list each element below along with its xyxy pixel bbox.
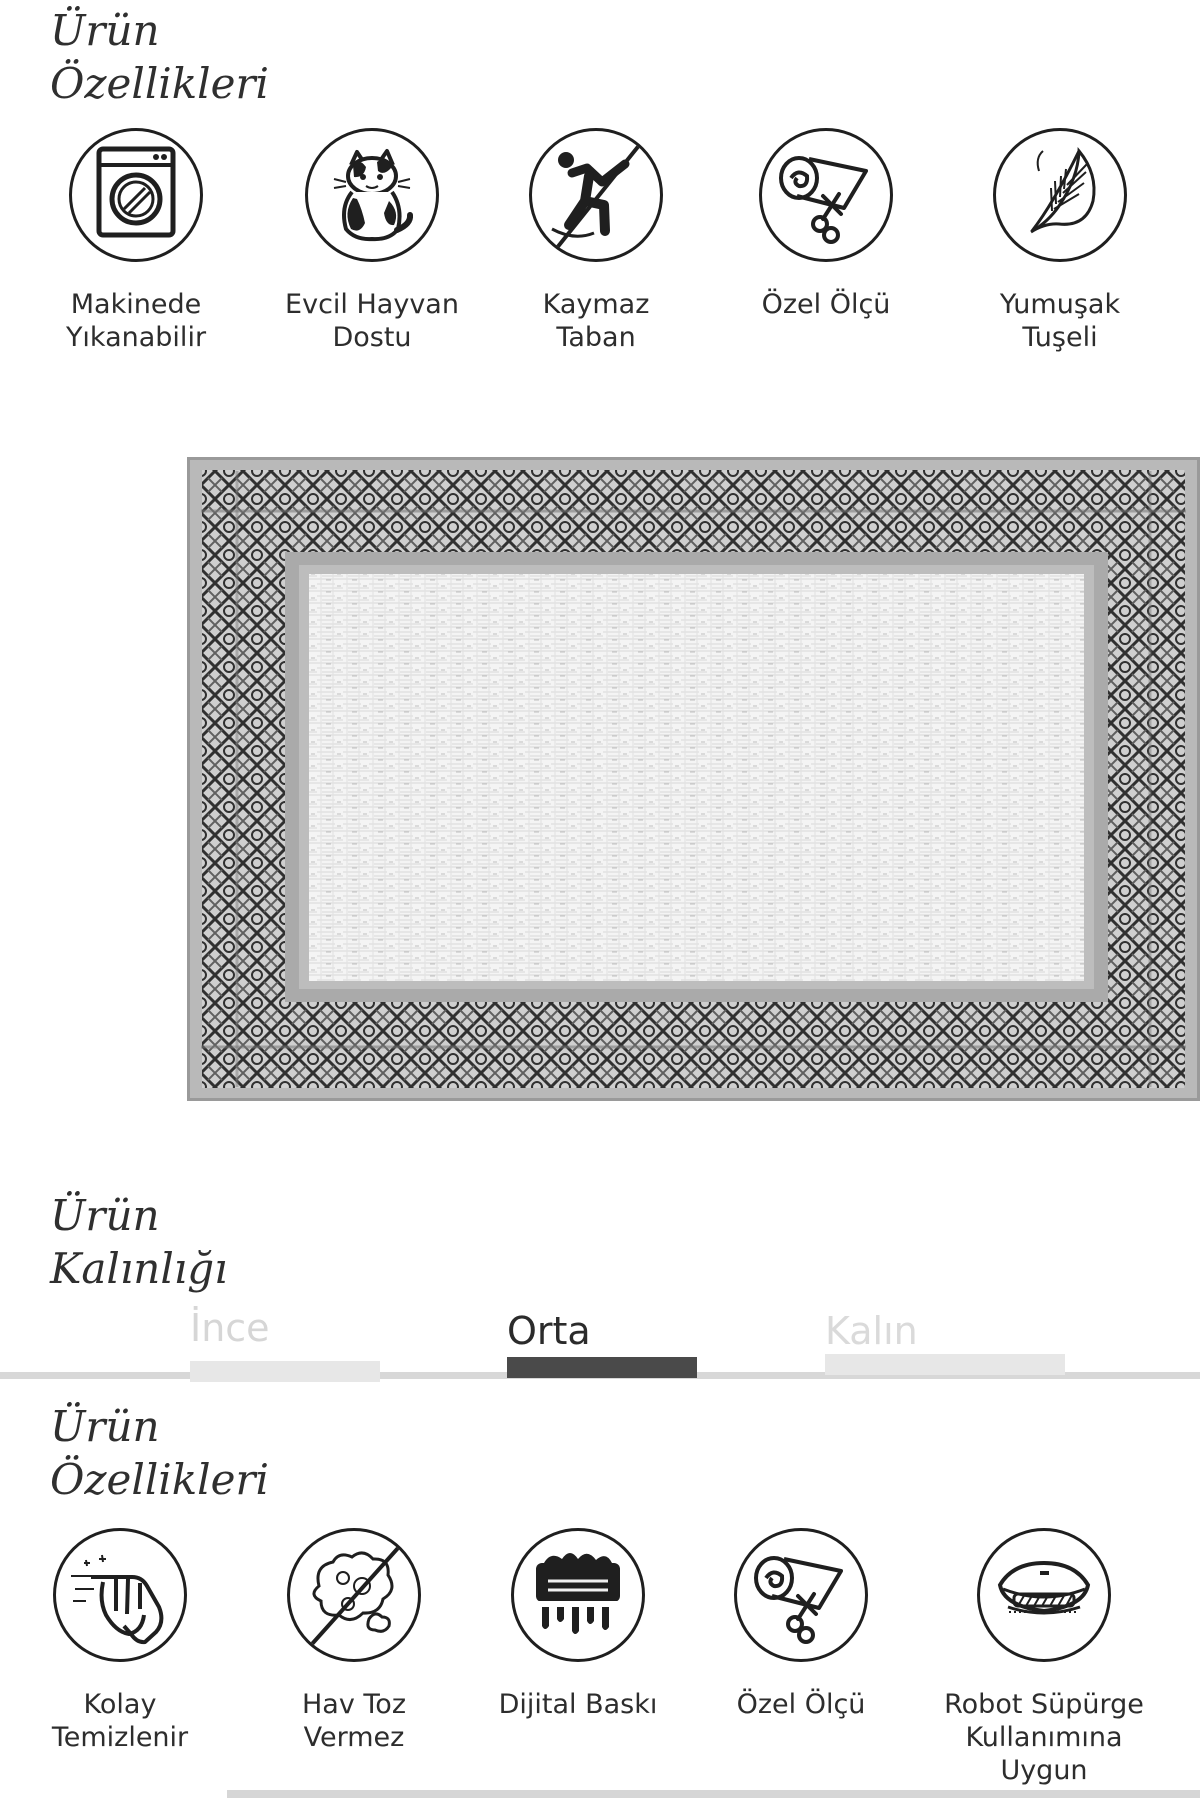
feature-label-non-slip: Kaymaz Taban: [542, 289, 650, 353]
hand-cleaning-icon: [53, 1528, 187, 1662]
feature-no-lint: [254, 1528, 454, 1754]
thickness-bar-medium-selected: [507, 1357, 697, 1378]
thickness-option-thick[interactable]: Kalın: [825, 1309, 918, 1353]
feature-label-digital-print: Dijital Baskı: [498, 1689, 658, 1720]
features-top-title: Ürün Özellikleri: [50, 6, 269, 108]
footer-divider: [227, 1790, 1200, 1798]
feature-pet-friendly: [272, 128, 472, 354]
thickness-option-thin[interactable]: İnce: [190, 1306, 270, 1350]
cat-icon: [305, 128, 439, 262]
feature-digital-print: [478, 1528, 678, 1721]
feature-label-pet-friendly: Evcil Hayvan Dostu: [285, 289, 459, 353]
rug-image: [187, 457, 1200, 1101]
thickness-title: Ürün Kalınlığı: [50, 1191, 228, 1293]
feature-easy-cleaning: [20, 1528, 220, 1754]
feature-label-no-lint: Hav Toz Vermez: [301, 1689, 406, 1753]
thickness-bar-thin: [190, 1361, 380, 1382]
washing-machine-icon: [69, 128, 203, 262]
feature-label-custom-size-top: Özel Ölçü: [761, 289, 891, 320]
feature-non-slip: [496, 128, 696, 354]
feature-machine-washable: [36, 128, 236, 354]
feature-label-machine-washable: Makinede Yıkanabilir: [65, 289, 207, 353]
feature-label-robot-vacuum: Robot Süpürge Kullanımına Uygun: [944, 1689, 1144, 1786]
roll-scissors-icon: [734, 1528, 868, 1662]
feature-label-easy-cleaning: Kolay Temizlenir: [51, 1689, 189, 1753]
feature-custom-size-bottom: [701, 1528, 901, 1721]
feature-robot-vacuum: [944, 1528, 1144, 1787]
feature-label-soft-touch: Yumuşak Tuşeli: [999, 289, 1121, 353]
roll-scissors-icon: [759, 128, 893, 262]
thickness-bar-thick: [825, 1354, 1065, 1375]
features-bottom-title: Ürün Özellikleri: [50, 1402, 269, 1504]
no-dust-icon: [287, 1528, 421, 1662]
feature-custom-size-top: [726, 128, 926, 321]
robot-vacuum-icon: [977, 1528, 1111, 1662]
feature-soft-touch: [960, 128, 1160, 354]
feature-label-custom-size-bottom: Özel Ölçü: [736, 1689, 866, 1720]
thickness-option-medium[interactable]: Orta: [507, 1309, 591, 1353]
no-slip-icon: [529, 128, 663, 262]
feather-icon: [993, 128, 1127, 262]
digital-print-icon: [511, 1528, 645, 1662]
